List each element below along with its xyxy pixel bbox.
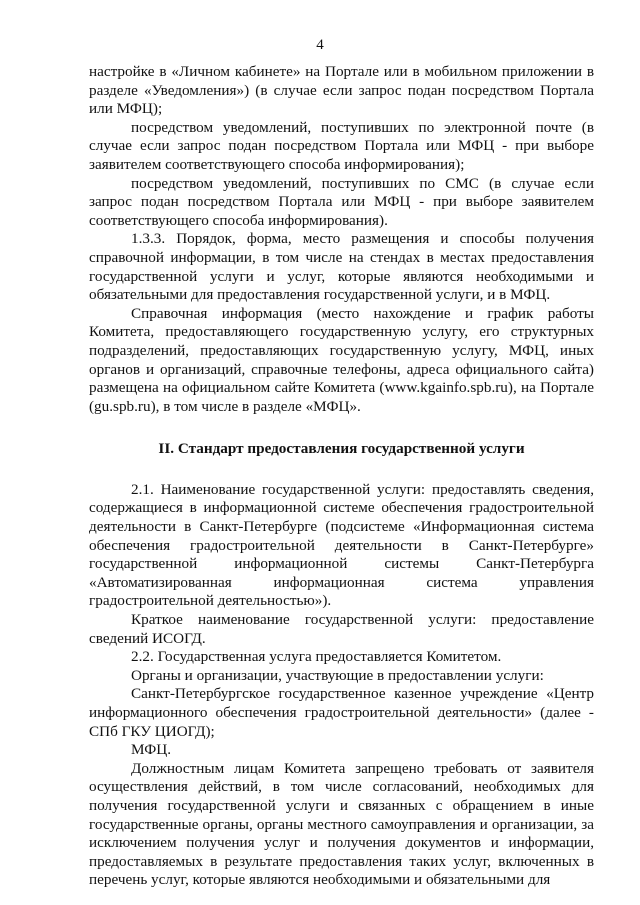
paragraph: посредством уведомлений, поступивших по электронной почте (в случае если запрос подан посредством Портала или МФЦ - при выборе заявителем соответствующего способа информирования);	[89, 118, 594, 173]
paragraph: 2.2. Государственная услуга предоставляется Комитетом.	[131, 648, 502, 666]
page-number: 4	[316, 37, 324, 53]
paragraph: Должностным лицам Комитета запрещено требовать от заявителя осуществления действий, в том числе согласований, необходимых для получения государственной услуги и связанных с обращением в иные государственные органы, органы местного самоуправления и организации, за исключением получения услуг и получения документов и информации, предоставляемых в результате предоставления таких услуг, включенных в перечень услуг, которые являются необходимыми и обязательными для	[89, 759, 594, 889]
document-body	[89, 63, 594, 890]
paragraph: Справочная информация (место нахождение и график работы Комитета, предоставляющего государственную услугу, его структурных подразделений, предоставляющих государственную услугу, МФЦ, иных органов и организаций, справочные телефоны, адреса официального сайта) размещена на официальном сайте Комитета (www.kgainfo.spb.ru), на Портале (gu.spb.ru), в том числе в разделе «МФЦ».	[89, 304, 594, 415]
section-heading: II. Стандарт предоставления государственной услуги	[158, 440, 525, 458]
paragraph: МФЦ.	[131, 741, 172, 759]
paragraph: Органы и организации, участвующие в предоставлении услуги:	[131, 666, 544, 684]
paragraph: 2.1. Наименование государственной услуги: предоставлять сведения, содержащиеся в информационной системе обеспечения градостроительной деятельности в Санкт-Петербурге (подсистеме «Информационная система обеспечения градостроительной деятельности в Санкт-Петербурге» государственной информационной системы Санкт-Петербурга «Автоматизированная информационная система управления градостроительной деятельностью»).	[89, 480, 594, 610]
paragraph: 1.3.3. Порядок, форма, место размещения и способы получения справочной информации, в том числе на стендах в местах предоставления государственной услуги и услуг, которые являются необходимыми и обязательными для предоставления государственной услуги, и в МФЦ.	[89, 230, 594, 304]
paragraph: Санкт-Петербургское государственное казенное учреждение «Центр информационного обеспечения градостроительной деятельности» (далее - СПб ГКУ ЦИОГД);	[89, 685, 594, 740]
paragraph: посредством уведомлений, поступивших по СМС (в случае если запрос подан посредством Портала или МФЦ - при выборе заявителем соответствующего способа информирования).	[89, 174, 594, 229]
paragraph: настройке в «Личном кабинете» на Портале или в мобильном приложении в разделе «Уведомления») (в случае если запрос подан посредством Портала или МФЦ);	[89, 63, 594, 118]
paragraph: Краткое наименование государственной услуги: предоставление сведений ИСОГД.	[89, 611, 594, 647]
